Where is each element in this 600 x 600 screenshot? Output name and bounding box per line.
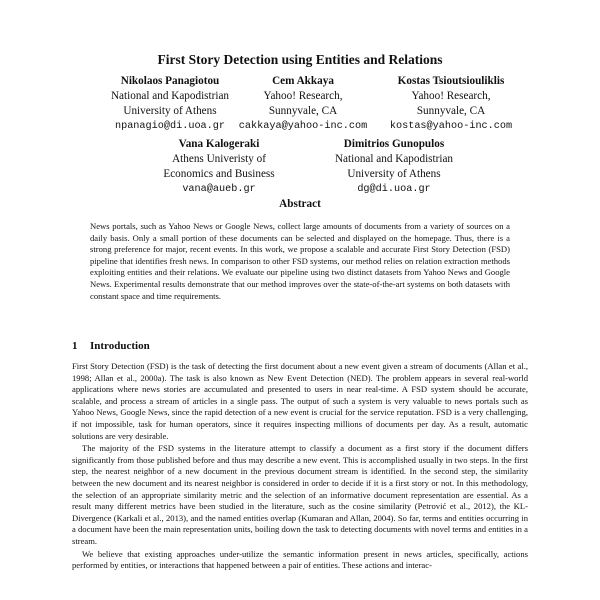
author-name: Kostas Tsioutsiouliklis bbox=[397, 75, 505, 87]
author-email: vana@aueb.gr bbox=[182, 184, 256, 195]
author-affiliation: Sunnyvale, CA bbox=[268, 105, 338, 117]
abstract-heading: Abstract bbox=[279, 198, 321, 210]
author-name: Dimitrios Gunopulos bbox=[343, 138, 445, 150]
author-affiliation: Athens Univeristy of bbox=[172, 153, 266, 165]
author-affiliation: University of Athens bbox=[347, 168, 441, 180]
author-affiliation: Yahoo! Research, bbox=[263, 90, 343, 102]
body-paragraph: We believe that existing approaches under-utilize the semantic information present in news articles, specifically, actions performed by entities, or interactions that happened between a pair of entities. These actions and interac- bbox=[72, 548, 528, 571]
author-affiliation: University of Athens bbox=[123, 105, 217, 117]
abstract-text: News portals, such as Yahoo News or Google News, collect large amounts of documents from a variety of sources on a daily basis. Only a small portion of these documents can be selected and displayed on the homepage. Thus, there is a strong preference for major, recent events. In this work, we propose a scalable and accurate First Story Detection (FSD) pipeline that identifies fresh news. In comparison to other FSD systems, our method relies on relation extraction methods exploiting entities and their relations. We evaluate our pipeline using two distinct datasets from Yahoo News and Google News. Experimental results demonstrate that our method improves over the state-of-the-art systems on both datasets with constant space and time requirements. bbox=[90, 221, 510, 301]
author-email: dg@di.uoa.gr bbox=[357, 184, 431, 195]
author-block bbox=[366, 74, 536, 134]
author-email: npanagio@di.uoa.gr bbox=[114, 121, 226, 132]
author-block bbox=[134, 137, 304, 197]
author-affiliation: National and Kapodistrian bbox=[334, 153, 454, 165]
author-name: Cem Akkaya bbox=[272, 75, 334, 87]
author-affiliation: National and Kapodistrian bbox=[110, 90, 230, 102]
author-email: kostas@yahoo-inc.com bbox=[389, 121, 513, 132]
author-block bbox=[218, 74, 388, 134]
paper-title: First Story Detection using Entities and Relations bbox=[157, 52, 443, 67]
author-name: Vana Kalogeraki bbox=[178, 138, 260, 150]
body-paragraph: The majority of the FSD systems in the literature attempt to classify a document as a first story if the document differs significantly from those published before and thus may describe a new event. This is accomplished usually in two steps. In the first step, the nearest neighbor of a new document in the previous document stream is identified. In the second step, the similarity between the new document and its nearest neighbor is considered in order to decide if it is a first story or not. In this methodology, the selection of an appropriate similarity metric and the selection of an informative document representation are essential. As a result many different metrics have been studied in the literature, such as the cosine similarity (Petrović et al., 2012), the KL-Divergence (Karkali et al., 2013), and the named entities overlap (Kumaran and Allan, 2004). So far, terms and entities occurring in a document have been the main representation units, boiling down the task to detecting documents with novel terms and entities in a stream. bbox=[72, 443, 528, 546]
section-title: Introduction bbox=[90, 340, 150, 352]
section-body bbox=[72, 361, 528, 572]
author-email: cakkaya@yahoo-inc.com bbox=[238, 121, 368, 132]
author-affiliation: Economics and Business bbox=[163, 168, 275, 180]
section-heading bbox=[72, 340, 150, 352]
section-number: 1 bbox=[72, 340, 78, 352]
author-block bbox=[309, 137, 479, 197]
author-affiliation: Yahoo! Research, bbox=[411, 90, 491, 102]
author-name: Nikolaos Panagiotou bbox=[120, 75, 220, 87]
body-paragraph: First Story Detection (FSD) is the task of detecting the first document about a new event given a stream of documents (Allan et al., 1998; Allan et al., 2000a). The task is also known as New Event Detection (NED). The problem appears in several real-world applications where news stories are accumulated and presented to users in near real-time. A FSD system should be accurate, scalable, and process a stream of articles in a single pass. The output of such a system is very valuable to news portals such as Yahoo News, Google News, since the rapid detection of a new event is crucial for the service reputation. FSD is a very challenging, if not impossible, task for human operators, since it requires inspecting millions of documents per day. As a result, automatic solutions are very desirable. bbox=[72, 361, 528, 441]
author-affiliation: Sunnyvale, CA bbox=[416, 105, 486, 117]
